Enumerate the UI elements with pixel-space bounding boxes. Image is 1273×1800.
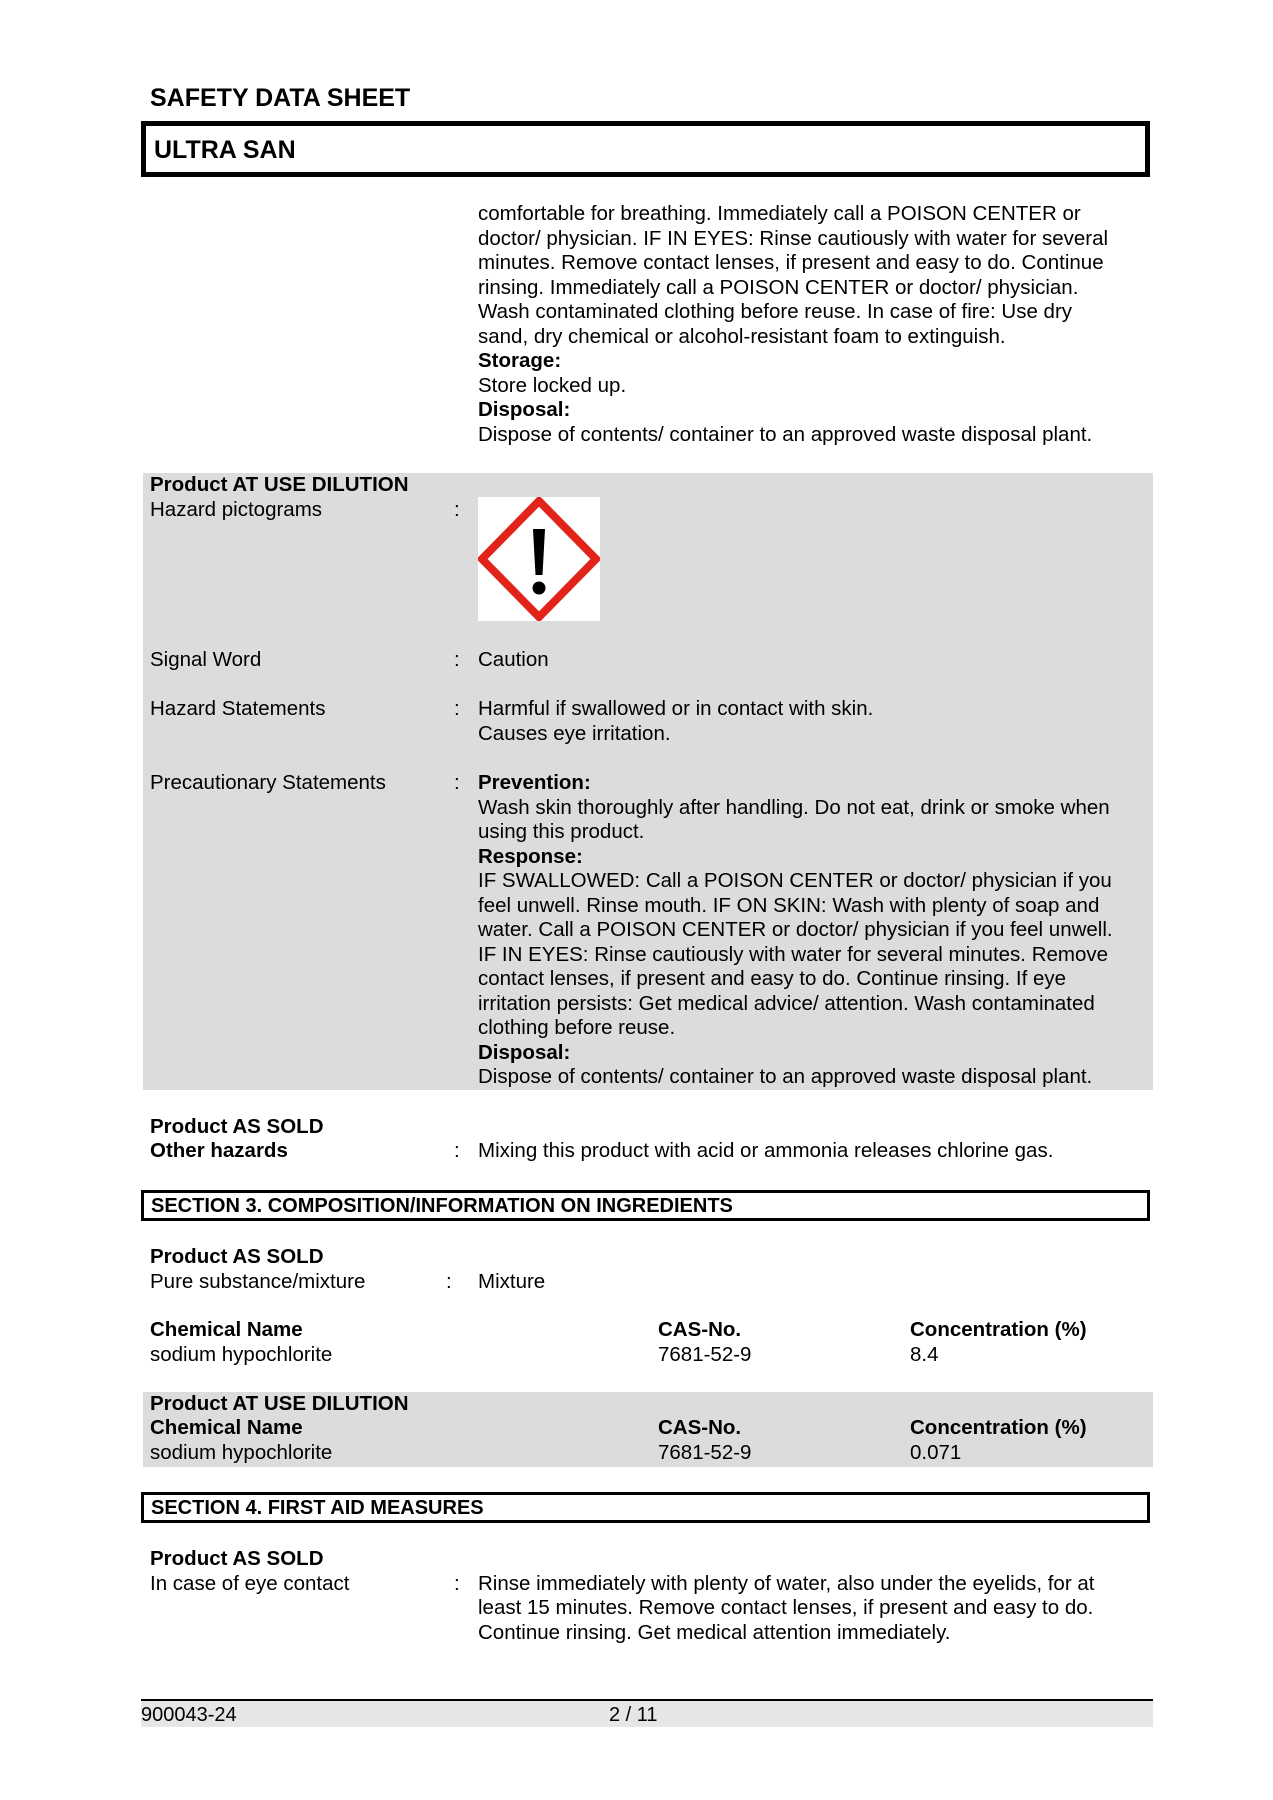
response-line: irritation persists: Get medical advice/ attention. Wash contaminated: [478, 992, 1095, 1015]
continued-line: minutes. Remove contact lenses, if present and easy to do. Continue: [478, 251, 1104, 274]
colon-separator: :: [454, 1572, 460, 1595]
hazard-statement: Harmful if swallowed or in contact with skin.: [478, 697, 874, 720]
prevention-line: Wash skin thoroughly after handling. Do not eat, drink or smoke when: [478, 796, 1110, 819]
signal-word-label: Signal Word: [150, 648, 262, 671]
colon-separator: :: [454, 1139, 460, 1162]
column-header-cas: CAS-No.: [658, 1416, 742, 1439]
continued-line: Wash contaminated clothing before reuse. In case of fire: Use dry: [478, 300, 1073, 323]
use-dilution-heading: Product AT USE DILUTION: [150, 1392, 409, 1415]
substance-label: Pure substance/mixture: [150, 1270, 366, 1293]
colon-separator: :: [446, 1270, 452, 1293]
ingredient-cas: 7681-52-9: [658, 1343, 752, 1366]
other-hazards-value: Mixing this product with acid or ammonia releases chlorine gas.: [478, 1139, 1054, 1162]
ingredient-name: sodium hypochlorite: [150, 1343, 333, 1366]
response-line: water. Call a POISON CENTER or doctor/ physician if you feel unwell.: [478, 918, 1113, 941]
eye-contact-line: Rinse immediately with plenty of water, also under the eyelids, for at: [478, 1572, 1095, 1595]
exclamation-mark-pictogram-icon: [478, 497, 600, 621]
ingredient-concentration: 8.4: [910, 1343, 939, 1366]
colon-separator: :: [454, 498, 460, 521]
response-line: contact lenses, if present and easy to do. Continue rinsing. If eye: [478, 967, 1067, 990]
section-3-header: [141, 1190, 1150, 1221]
signal-word-value: Caution: [478, 648, 549, 671]
section-4-title: SECTION 4. FIRST AID MEASURES: [151, 1497, 484, 1519]
eye-contact-line: Continue rinsing. Get medical attention immediately.: [478, 1621, 951, 1644]
hazard-statements-label: Hazard Statements: [150, 697, 326, 720]
response-heading: Response:: [478, 845, 583, 868]
continued-line: rinsing. Immediately call a POISON CENTER or doctor/ physician.: [478, 276, 1079, 299]
column-header-concentration: Concentration (%): [910, 1318, 1087, 1341]
column-header-concentration: Concentration (%): [910, 1416, 1087, 1439]
column-header-chemical-name: Chemical Name: [150, 1318, 303, 1341]
colon-separator: :: [454, 697, 460, 720]
response-line: clothing before reuse.: [478, 1016, 676, 1039]
response-line: IF SWALLOWED: Call a POISON CENTER or doctor/ physician if you: [478, 869, 1112, 892]
eye-contact-label: In case of eye contact: [150, 1572, 350, 1595]
substance-value: Mixture: [478, 1270, 546, 1293]
continued-line: sand, dry chemical or alcohol-resistant foam to extinguish.: [478, 325, 1006, 348]
disposal-text: Dispose of contents/ container to an approved waste disposal plant.: [478, 1065, 1093, 1088]
product-name: ULTRA SAN: [154, 136, 296, 164]
section-3-title: SECTION 3. COMPOSITION/INFORMATION ON INGREDIENTS: [151, 1195, 733, 1217]
colon-separator: :: [454, 771, 460, 794]
use-dilution-heading: Product AT USE DILUTION: [150, 473, 409, 496]
footer-document-number: 900043-24: [141, 1704, 237, 1726]
disposal-text: Dispose of contents/ container to an approved waste disposal plant.: [478, 423, 1093, 446]
ingredient-name: sodium hypochlorite: [150, 1441, 333, 1464]
ingredient-cas: 7681-52-9: [658, 1441, 752, 1464]
footer-page-number: 2 / 11: [609, 1704, 658, 1726]
colon-separator: :: [454, 648, 460, 671]
precautionary-statements-label: Precautionary Statements: [150, 771, 386, 794]
other-hazards-label: Other hazards: [150, 1139, 288, 1162]
document-title: SAFETY DATA SHEET: [150, 84, 411, 112]
storage-text: Store locked up.: [478, 374, 627, 397]
as-sold-heading: Product AS SOLD: [150, 1115, 324, 1138]
disposal-heading: Disposal:: [478, 1041, 571, 1064]
hazard-statement: Causes eye irritation.: [478, 722, 671, 745]
hazard-pictograms-label: Hazard pictograms: [150, 498, 323, 521]
continued-line: comfortable for breathing. Immediately call a POISON CENTER or: [478, 202, 1081, 225]
prevention-heading: Prevention:: [478, 771, 591, 794]
ingredient-concentration: 0.071: [910, 1441, 962, 1464]
column-header-cas: CAS-No.: [658, 1318, 742, 1341]
as-sold-heading: Product AS SOLD: [150, 1245, 324, 1268]
column-header-chemical-name: Chemical Name: [150, 1416, 303, 1439]
response-line: feel unwell. Rinse mouth. IF ON SKIN: Wash with plenty of soap and: [478, 894, 1100, 917]
product-name-box: [141, 121, 1150, 177]
response-line: IF IN EYES: Rinse cautiously with water for several minutes. Remove: [478, 943, 1109, 966]
prevention-line: using this product.: [478, 820, 645, 843]
disposal-heading: Disposal:: [478, 398, 571, 421]
as-sold-heading: Product AS SOLD: [150, 1547, 324, 1570]
continued-line: doctor/ physician. IF IN EYES: Rinse cautiously with water for several: [478, 227, 1109, 250]
section-4-header: [141, 1492, 1150, 1523]
storage-heading: Storage:: [478, 349, 562, 372]
eye-contact-line: least 15 minutes. Remove contact lenses, if present and easy to do.: [478, 1596, 1094, 1619]
